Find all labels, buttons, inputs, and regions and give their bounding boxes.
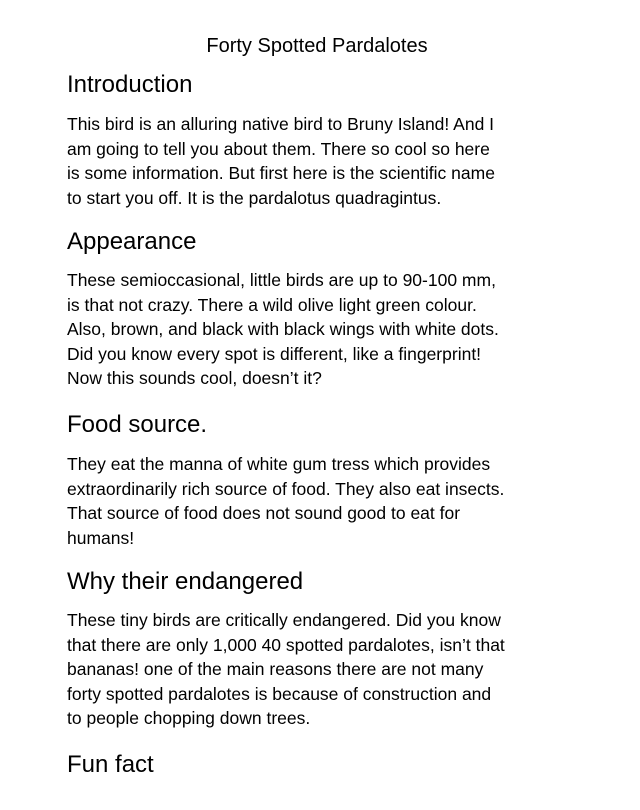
body-line: that there are only 1,000 40 spotted pardalotes, isn’t that bbox=[67, 634, 505, 655]
section-body-appearance bbox=[67, 268, 597, 391]
section-body-food-source bbox=[67, 452, 597, 550]
section-heading-introduction: Introduction bbox=[67, 71, 193, 98]
body-line: This bird is an alluring native bird to Bruny Island! And I bbox=[67, 114, 495, 134]
body-line: to people chopping down trees. bbox=[67, 708, 311, 728]
body-line: am going to tell you about them. There so cool so here bbox=[67, 138, 490, 159]
body-line: Did you know every spot is different, like a fingerprint! bbox=[67, 343, 482, 364]
section-heading-appearance: Appearance bbox=[67, 228, 197, 255]
document-title: Forty Spotted Pardalotes bbox=[206, 35, 428, 57]
section-body-introduction bbox=[67, 112, 597, 210]
section-heading-fun-fact: Fun fact bbox=[67, 751, 154, 778]
body-line: extraordinarily rich source of food. They also eat insects. bbox=[67, 478, 505, 499]
section-heading-why-endangered: Why their endangered bbox=[67, 568, 304, 595]
body-line: forty spotted pardalotes is because of construction and bbox=[67, 683, 492, 704]
section-body-why-endangered bbox=[67, 608, 597, 731]
body-line: bananas! one of the main reasons there are not many bbox=[67, 659, 484, 679]
body-line: They eat the manna of white gum tress which provides bbox=[67, 454, 491, 474]
body-line: to start you off. It is the pardalotus quadragintus. bbox=[67, 187, 442, 208]
body-line: That source of food does not sound good to eat for bbox=[67, 503, 461, 523]
body-line: These semioccasional, little birds are up to 90-100 mm, bbox=[67, 270, 496, 290]
body-line: humans! bbox=[67, 527, 135, 548]
body-line: Also, brown, and black with black wings with white dots. bbox=[67, 319, 499, 339]
body-line: is that not crazy. There a wild olive light green colour. bbox=[67, 294, 477, 315]
body-line: is some information. But first here is the scientific name bbox=[67, 163, 495, 183]
body-line: These tiny birds are critically endangered. Did you know bbox=[67, 610, 501, 630]
section-heading-food-source: Food source. bbox=[67, 411, 208, 438]
body-line: Now this sounds cool, doesn’t it? bbox=[67, 368, 322, 388]
